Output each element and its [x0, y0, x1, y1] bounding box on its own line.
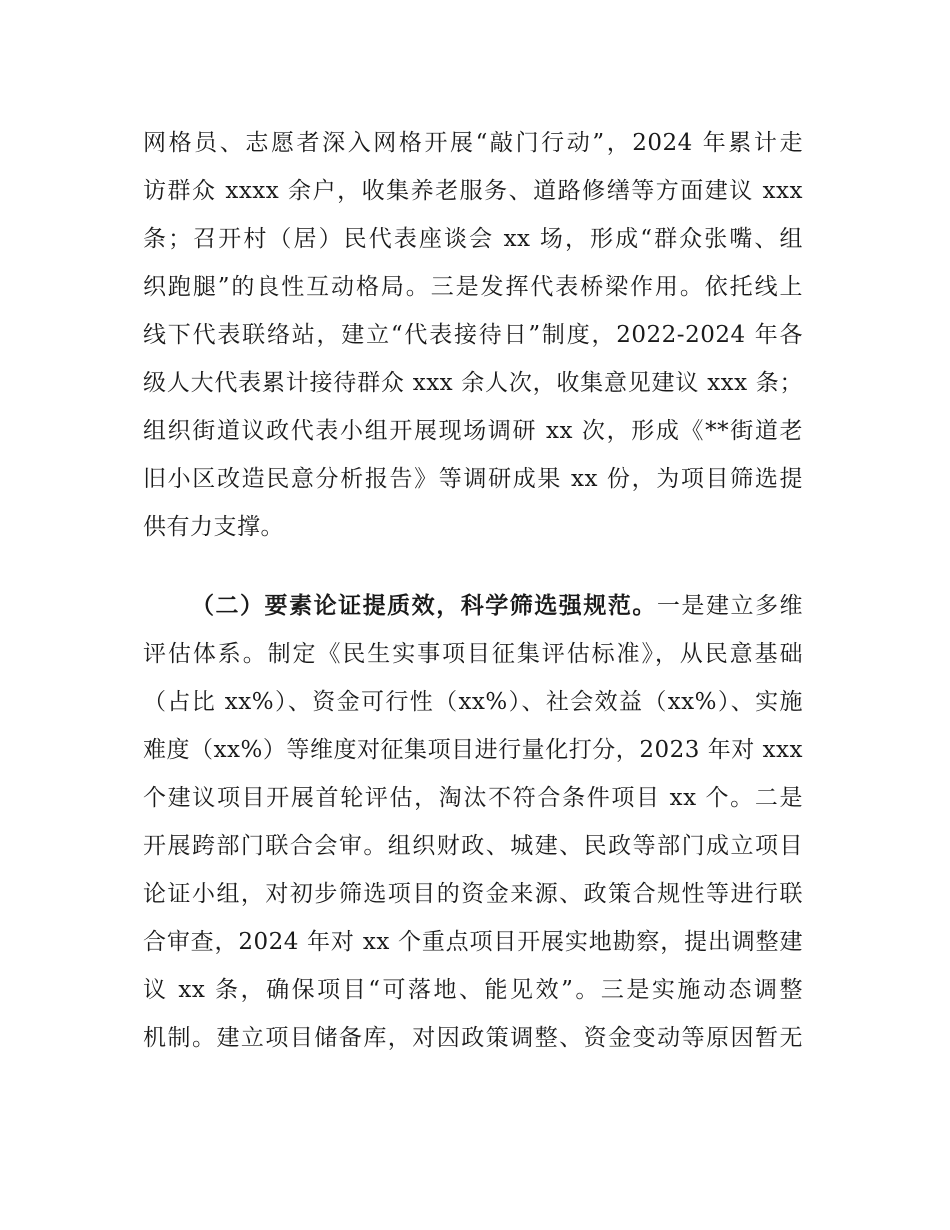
paragraph-2-line-4: 难度（xx%）等维度对征集项目进行量化打分，2023 年对 xxx	[143, 737, 803, 763]
paragraph-1-line-9: 供有力支撑。	[143, 514, 284, 540]
paragraph-1-line-5: 线下代表联络站，建立“代表接待日”制度，2022-2024 年各	[143, 322, 803, 348]
section-heading: （二）要素论证提质效，科学筛选强规范。	[191, 593, 657, 619]
paragraph-2-line-8: 合审查，2024 年对 xx 个重点项目开展实地勘察，提出调整建	[143, 929, 803, 955]
paragraph-1-line-6: 级人大代表累计接待群众 xxx 余人次，收集意见建议 xxx 条；	[143, 370, 803, 396]
paragraph-1-line-2: 访群众 xxxx 余户，收集养老服务、道路修缮等方面建议 xxx	[143, 178, 803, 204]
paragraph-2-line-7: 论证小组，对初步筛选项目的资金来源、政策合规性等进行联	[143, 881, 803, 907]
paragraph-1-line-7: 组织街道议政代表小组开展现场调研 xx 次，形成《**街道老	[143, 418, 803, 444]
paragraph-2-line-10: 机制。建立项目储备库，对因政策调整、资金变动等原因暂无	[143, 1025, 803, 1051]
paragraph-2-line-1	[191, 582, 803, 630]
paragraph-1-line-3: 条；召开村（居）民代表座谈会 xx 场，形成“群众张嘴、组	[143, 226, 803, 252]
paragraph-2-line-9: 议 xx 条，确保项目“可落地、能见效”。三是实施动态调整	[143, 977, 803, 1003]
paragraph-2-line-3: （占比 xx%）、资金可行性（xx%）、社会效益（xx%）、实施	[143, 689, 803, 715]
paragraph-1-line-4: 织跑腿”的良性互动格局。三是发挥代表桥梁作用。依托线上	[143, 274, 803, 300]
paragraph-2-line-1-rest: 一是建立多维	[656, 593, 804, 619]
paragraph-2-line-5: 个建议项目开展首轮评估，淘汰不符合条件项目 xx 个。二是	[143, 785, 803, 811]
paragraph-1-line-8: 旧小区改造民意分析报告》等调研成果 xx 份，为项目筛选提	[143, 466, 803, 492]
paragraph-2-line-2: 评估体系。制定《民生实事项目征集评估标准》，从民意基础	[143, 641, 803, 667]
paragraph-2-line-6: 开展跨部门联合会审。组织财政、城建、民政等部门成立项目	[143, 833, 803, 859]
paragraph-1-line-1: 网格员、志愿者深入网格开展“敲门行动”，2024 年累计走	[143, 130, 803, 156]
